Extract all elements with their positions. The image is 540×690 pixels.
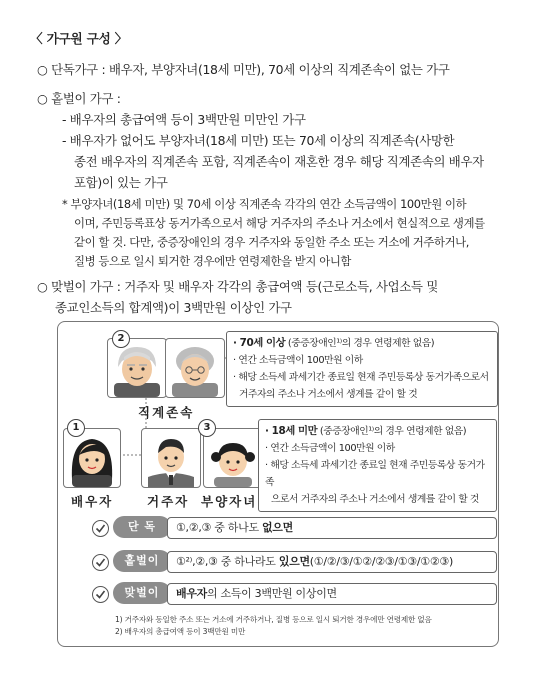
grandmother-portrait [165, 338, 225, 398]
ancestors-info-box [226, 331, 498, 407]
note-line-4: 질병 등으로 일시 퇴거한 경우에만 연령제한을 받지 아니함 [74, 254, 352, 268]
ancestors-income-rule: · 연간 소득금액이 100만원 이하 [233, 355, 363, 366]
ancestors-residence-rule: · 해당 소득세 과세기간 종료일 현재 주민등록상 동거가족으로서 [233, 372, 489, 383]
solo-earner-pill: 홑벌이 [113, 550, 171, 572]
children-age-note: (중증장애인¹⁾의 경우 연령제한 없음) [317, 426, 467, 437]
solo-condition-tail: (①/②/③/①②/②③/①③/①②③) [309, 555, 453, 568]
children-label: 부양자녀 [201, 494, 258, 509]
dual-earner-line-2: 종교인소득의 합계액)이 3백만원 이상인 가구 [55, 300, 292, 315]
footnote-2: 2) 배우자의 총급여액 등이 3백만원 미만 [115, 627, 246, 636]
resident-label: 거주자 [147, 494, 190, 509]
solo-earner-line-2b: 종전 배우자의 직계존속 포함, 직계존속이 재혼한 경우 해당 직계존속의 배우자 [74, 154, 484, 169]
note-line-2: 이며, 주민등록표상 동거가족으로서 해당 거주자의 주소나 거소에서 현실적으로 생계를 [74, 216, 485, 230]
child-portrait [203, 428, 263, 488]
solo-earner-line-1: - 배우자의 총급여액 등이 3백만원 미만인 가구 [62, 112, 306, 127]
note-line-1: * 부양자녀(18세 미만) 및 70세 이상 직계존속 각각의 연간 소득금액이 100만원 이하 [62, 197, 467, 211]
dual-earner-condition [167, 583, 497, 605]
resident-portrait [141, 428, 201, 488]
check-icon [92, 586, 109, 603]
solo-earner-title: ○ 홑벌이 가구 : [37, 91, 121, 106]
footnote-1: 1) 거주자와 동일한 주소 또는 거소에 거주하거나, 질병 등으로 일시 퇴거한 경우에만 연령제한 없음 [115, 615, 432, 624]
children-number-badge: 3 [198, 419, 216, 437]
ancestors-residence-rule-cont: 거주자의 주소나 거소에서 생계를 같이 할 것 [239, 389, 418, 400]
note-line-3: 같이 할 것. 다만, 중증장애인의 경우 거주자와 동일한 주소 또는 거소에 거주하거나, [74, 235, 470, 249]
solo-earner-line-2c: 포함)이 있는 가구 [74, 175, 168, 190]
ancestors-age-rule: · 70세 이상 [233, 337, 286, 349]
ancestors-label: 직계존속 [138, 405, 195, 420]
dual-earner-line-1: ○ 맞벌이 가구 : 거주자 및 배우자 각각의 총급여액 등(근로소득, 사업소득 및 [37, 279, 438, 294]
children-age-rule: · 18세 미만 [265, 425, 318, 437]
children-residence-rule: · 해당 소득세 과세기간 종료일 현재 주민등록상 동거가족 [265, 460, 485, 488]
spouse-number-badge: 1 [67, 419, 85, 437]
ancestors-age-note: (중증장애인¹⁾의 경우 연령제한 없음) [285, 338, 435, 349]
dual-earner-pill: 맞벌이 [113, 582, 171, 604]
section-heading: 〈 가구원 구성 〉 [30, 31, 128, 46]
children-income-rule: · 연간 소득금액이 100만원 이하 [265, 443, 395, 454]
solo-earner-condition [167, 551, 497, 573]
single-condition-text: ①,②,③ 중 하나도 [176, 521, 262, 534]
children-info-box [258, 419, 497, 512]
children-residence-rule-cont: 으로서 거주자의 주소나 거소에서 생계를 같이 할 것 [271, 494, 479, 505]
solo-condition-bold: 있으면 [278, 555, 310, 568]
spouse-portrait [63, 428, 121, 488]
single-household-definition: ○ 단독가구 : 배우자, 부양자녀(18세 미만), 70세 이상의 직계존속이 없는 가구 [37, 62, 450, 77]
solo-condition-text: ①²⁾,②,③ 중 하나라도 [176, 555, 279, 568]
check-icon [92, 520, 109, 537]
dual-condition-text: 의 소득이 3백만원 이상이면 [206, 587, 337, 600]
spouse-label: 배우자 [71, 494, 114, 509]
solo-earner-line-2a: - 배우자가 없어도 부양자녀(18세 미만) 또는 70세 이상의 직계존속(사망한 [62, 133, 455, 148]
check-icon [92, 554, 109, 571]
ancestors-number-badge: 2 [112, 330, 130, 348]
single-household-pill: 단 독 [113, 516, 171, 538]
single-household-condition [167, 517, 497, 539]
single-condition-bold: 없으면 [261, 521, 293, 534]
dual-condition-bold: 배우자 [176, 587, 207, 600]
